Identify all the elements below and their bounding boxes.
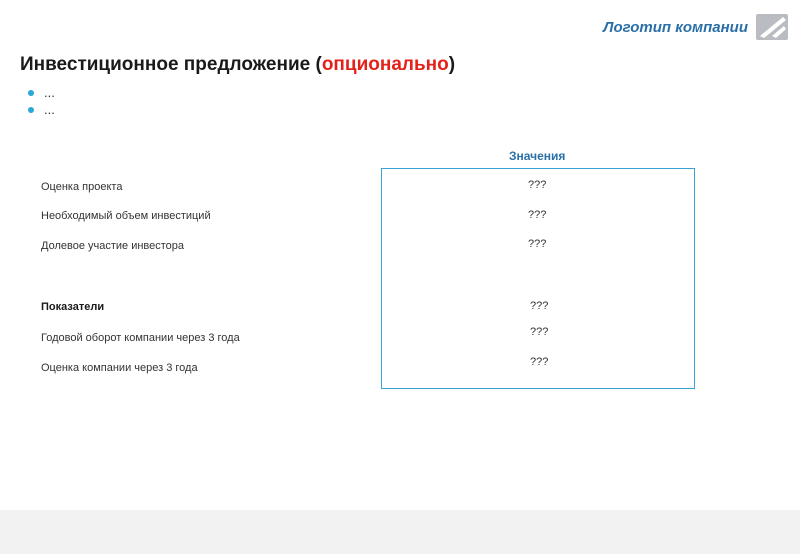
row-label-annual-turnover: Годовой оборот компании через 3 года [41,332,240,344]
title-main: Инвестиционное предложение ( [20,54,322,75]
row-value-indicators: ??? [530,300,549,312]
row-label-project-valuation: Оценка проекта [41,181,123,193]
row-value-investment-volume: ??? [528,209,547,221]
logo-text: Логотип компании [603,18,748,36]
row-value-investor-share: ??? [528,238,547,250]
company-logo-icon [756,14,788,40]
bullet-list [28,84,55,118]
values-column-header: Значения [509,149,566,163]
page-title [20,54,455,76]
title-end: ) [448,54,456,75]
row-value-company-valuation: ??? [530,356,549,368]
company-logo [603,14,788,40]
bullet-item: ... [28,84,55,101]
footer-band [0,510,800,554]
row-value-project-valuation: ??? [528,179,547,191]
bullet-item: ... [28,101,55,118]
row-label-investment-volume: Необходимый объем инвестиций [41,210,211,222]
row-label-indicators: Показатели [41,301,105,313]
row-label-company-valuation: Оценка компании через 3 года [41,362,198,374]
title-accent: опционально [321,54,449,75]
row-label-investor-share: Долевое участие инвестора [41,240,185,252]
row-value-annual-turnover: ??? [530,326,549,338]
